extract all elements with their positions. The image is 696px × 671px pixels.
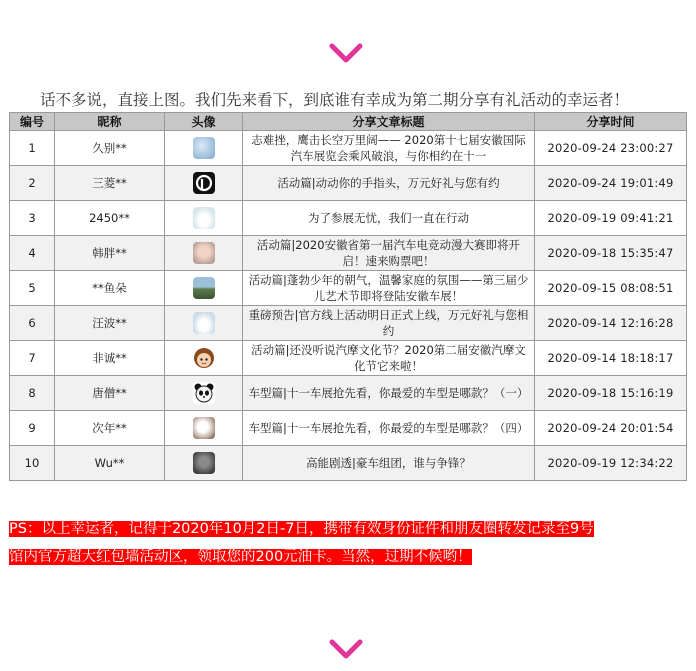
down-arrow-icon bbox=[328, 610, 364, 664]
row-nickname: 非诚** bbox=[55, 341, 165, 376]
row-article-title: 车型篇|十一车展抢先看，你最爱的车型是哪款？（四） bbox=[243, 411, 535, 446]
table-header-row bbox=[10, 113, 687, 131]
header-article-title: 分享文章标题 bbox=[243, 113, 535, 131]
row-nickname: 唐僧** bbox=[55, 376, 165, 411]
cloud-avatar-icon bbox=[193, 312, 215, 334]
panda-avatar-icon bbox=[193, 382, 215, 404]
down-arrow-icon bbox=[328, 14, 364, 68]
winners-table bbox=[9, 112, 687, 481]
table-row bbox=[10, 306, 687, 341]
row-number: 10 bbox=[10, 446, 55, 481]
row-number: 4 bbox=[10, 236, 55, 271]
table-row bbox=[10, 341, 687, 376]
table-row bbox=[10, 411, 687, 446]
row-article-title: 活动篇|蓬勃少年的朝气，温馨家庭的氛围——第三届少儿艺术节即将登陆安徽车展！ bbox=[243, 271, 535, 306]
row-share-time: 2020-09-19 09:41:21 bbox=[535, 201, 687, 236]
row-number: 9 bbox=[10, 411, 55, 446]
row-share-time: 2020-09-19 12:34:22 bbox=[535, 446, 687, 481]
row-share-time: 2020-09-24 23:00:27 bbox=[535, 131, 687, 166]
row-nickname: 2450** bbox=[55, 201, 165, 236]
row-number: 2 bbox=[10, 166, 55, 201]
row-nickname: 次年** bbox=[55, 411, 165, 446]
header-share-time: 分享时间 bbox=[535, 113, 687, 131]
row-nickname: 韩胖** bbox=[55, 236, 165, 271]
row-article-title: 活动篇|动动你的手指头，万元好礼与您有约 bbox=[243, 166, 535, 201]
ps-line-2: 馆内官方超大红包墙活动区，领取您的200元油卡。当然，过期不候哟！ bbox=[9, 549, 472, 565]
row-article-title: 志难挫，鹰击长空万里阔—— 2020第十七届安徽国际汽车展览会乘风破浪，与你相约在十一 bbox=[243, 131, 535, 166]
header-nickname: 昵称 bbox=[55, 113, 165, 131]
cartoon-avatar-icon bbox=[193, 347, 215, 369]
row-number: 1 bbox=[10, 131, 55, 166]
row-number: 8 bbox=[10, 376, 55, 411]
row-share-time: 2020-09-24 20:01:54 bbox=[535, 411, 687, 446]
baby-avatar-icon bbox=[193, 242, 215, 264]
row-nickname: 汪波** bbox=[55, 306, 165, 341]
row-number: 6 bbox=[10, 306, 55, 341]
row-share-time: 2020-09-18 15:35:47 bbox=[535, 236, 687, 271]
row-article-title: 为了参展无忧，我们一直在行动 bbox=[243, 201, 535, 236]
landscape-avatar-icon bbox=[193, 277, 215, 299]
ps-line-1: PS：以上幸运者，记得于2020年10月2日-7日，携带有效身份证件和朋友圈转发记录至9号 bbox=[9, 521, 594, 537]
row-article-title: 活动篇|还没听说汽摩文化节？2020第二届安徽汽摩文化节它来啦！ bbox=[243, 341, 535, 376]
seal-avatar-icon bbox=[193, 452, 215, 474]
header-number: 编号 bbox=[10, 113, 55, 131]
row-share-time: 2020-09-14 18:18:17 bbox=[535, 341, 687, 376]
table-row bbox=[10, 446, 687, 481]
table-row bbox=[10, 236, 687, 271]
row-share-time: 2020-09-14 12:16:28 bbox=[535, 306, 687, 341]
row-number: 3 bbox=[10, 201, 55, 236]
sky-avatar-icon bbox=[193, 137, 215, 159]
row-article-title: 高能剧透|豪车组团，谁与争锋？ bbox=[243, 446, 535, 481]
ps-notice bbox=[9, 515, 686, 571]
dog-avatar-icon bbox=[193, 417, 215, 439]
row-share-time: 2020-09-24 19:01:49 bbox=[535, 166, 687, 201]
table-row bbox=[10, 271, 687, 306]
row-share-time: 2020-09-18 15:16:19 bbox=[535, 376, 687, 411]
table-row bbox=[10, 376, 687, 411]
row-article-title: 重磅预告|官方线上活动明日正式上线，万元好礼与您相约 bbox=[243, 306, 535, 341]
row-number: 7 bbox=[10, 341, 55, 376]
row-number: 5 bbox=[10, 271, 55, 306]
row-nickname: 三菱** bbox=[55, 166, 165, 201]
logo-avatar-icon bbox=[193, 172, 215, 194]
row-nickname: Wu** bbox=[55, 446, 165, 481]
table-row bbox=[10, 131, 687, 166]
row-share-time: 2020-09-15 08:08:51 bbox=[535, 271, 687, 306]
row-nickname: **鱼朵 bbox=[55, 271, 165, 306]
header-avatar: 头像 bbox=[165, 113, 243, 131]
table-row bbox=[10, 166, 687, 201]
intro-text: 话不多说，直接上图。我们先来看下，到底谁有幸成为第二期分享有礼活动的幸运者！ bbox=[40, 91, 630, 109]
row-nickname: 久别** bbox=[55, 131, 165, 166]
row-article-title: 车型篇|十一车展抢先看，你最爱的车型是哪款？（一） bbox=[243, 376, 535, 411]
row-article-title: 活动篇|2020安徽省第一届汽车电竞动漫大赛即将开启！速来购票吧！ bbox=[243, 236, 535, 271]
table-row bbox=[10, 201, 687, 236]
cloud-avatar-icon bbox=[193, 207, 215, 229]
